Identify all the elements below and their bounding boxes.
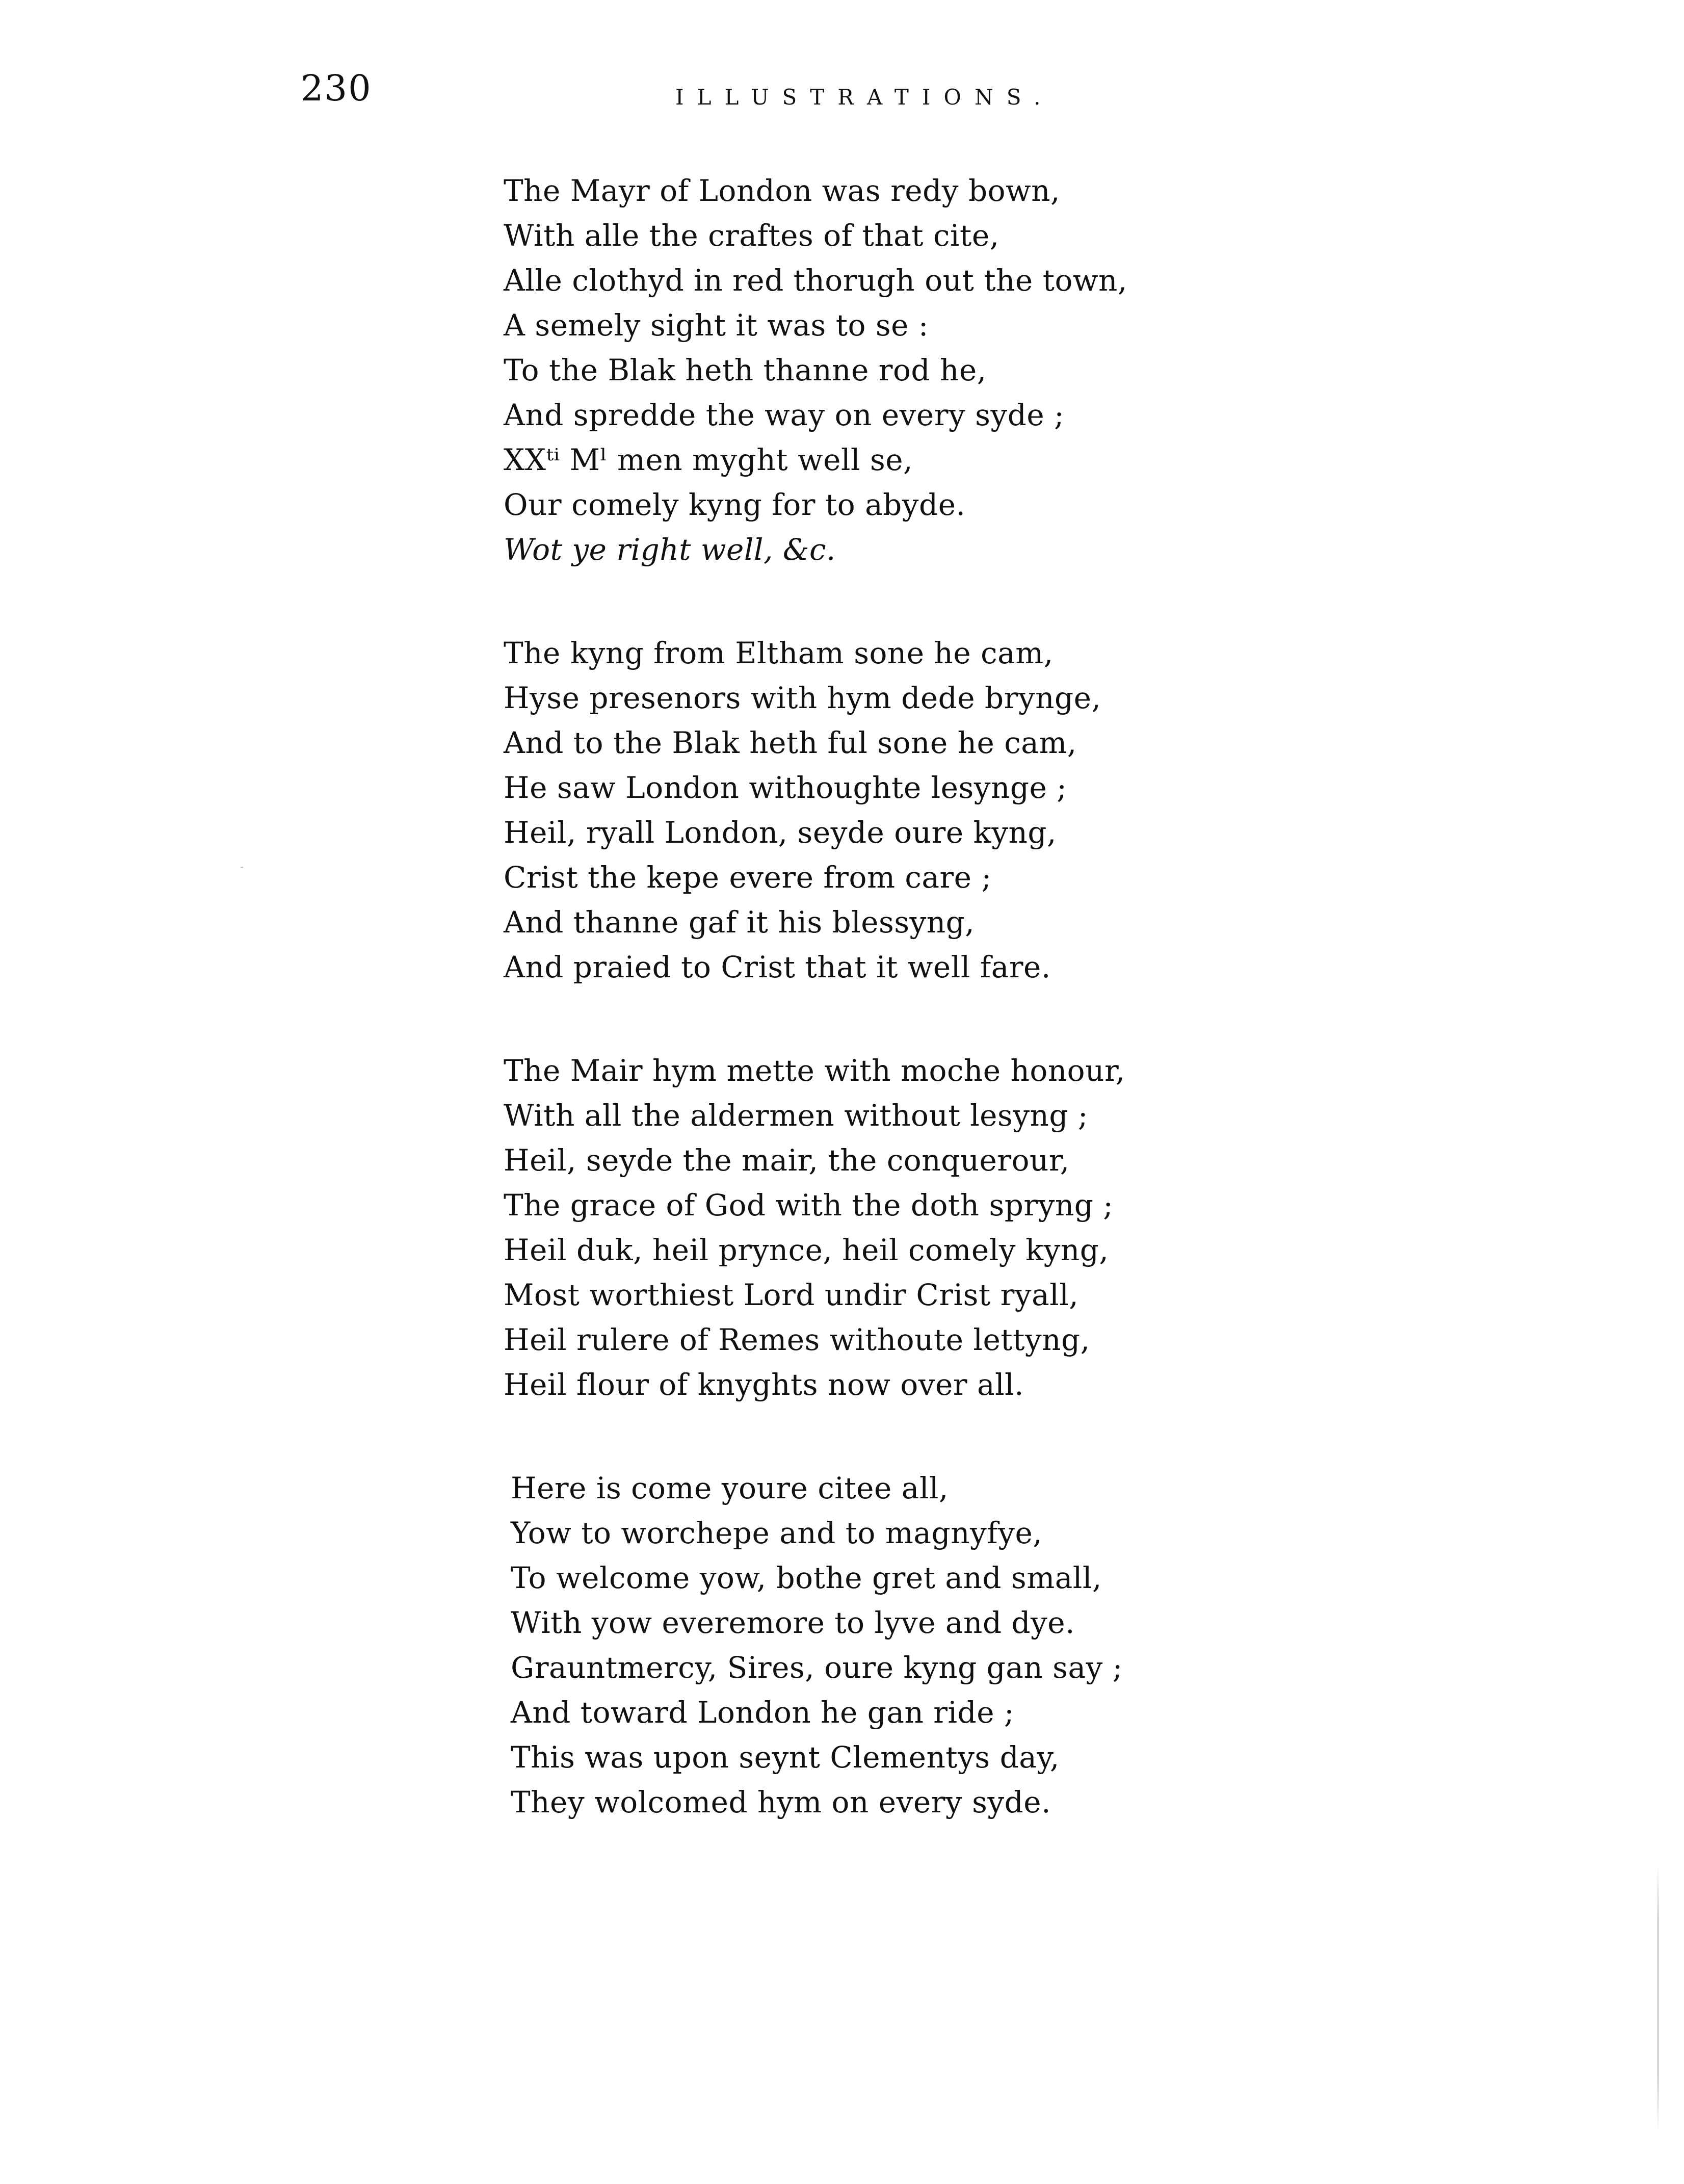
- poem-line: Yow to worchepe and to magnyfye,: [511, 1516, 1043, 1550]
- poem-line: To the Blak heth thanne rod he,: [504, 353, 987, 387]
- poem: [504, 168, 1166, 1883]
- paper-speck: [241, 867, 243, 868]
- poem-line: Heil flour of knyghts now over all.: [504, 1367, 1024, 1402]
- poem-line: He saw London withoughte lesynge ;: [504, 770, 1067, 805]
- poem-line: The Mair hym mette with moche honour,: [504, 1053, 1125, 1088]
- poem-line: The grace of God with the doth spryng ;: [504, 1188, 1114, 1223]
- stanza-2: [504, 631, 1166, 990]
- poem-line: Heil, seyde the mair, the conquerour,: [504, 1143, 1070, 1178]
- poem-line: And spredde the way on every syde ;: [504, 398, 1065, 432]
- poem-line: With alle the craftes of that cite,: [504, 218, 999, 253]
- page-edge-line: [1657, 1866, 1659, 2131]
- running-head: ILLUSTRATIONS.: [675, 85, 1054, 110]
- refrain-line: Wot ye right well, &c.: [504, 532, 836, 567]
- poem-line: Most worthiest Lord undir Crist ryall,: [504, 1278, 1079, 1312]
- poem-line: The Mayr of London was redy bown,: [504, 173, 1060, 208]
- poem-line: With all the aldermen without lesyng ;: [504, 1098, 1088, 1133]
- poem-line: And toward London he gan ride ;: [511, 1695, 1014, 1730]
- poem-line: And praied to Crist that it well fare.: [504, 950, 1051, 984]
- page-number: 230: [301, 67, 372, 109]
- poem-line: Heil duk, heil prynce, heil comely kyng,: [504, 1233, 1109, 1267]
- poem-line: They wolcomed hym on every syde.: [511, 1785, 1051, 1819]
- poem-line: XXᵗⁱ Mˡ men myght well se,: [504, 443, 913, 477]
- poem-line: Our comely kyng for to abyde.: [504, 487, 966, 522]
- stanza-4: [504, 1466, 1166, 1825]
- poem-line: To welcome yow, bothe gret and small,: [511, 1561, 1102, 1595]
- poem-line: Heil, ryall London, seyde oure kyng,: [504, 815, 1057, 850]
- poem-line: Hyse presenors with hym dede brynge,: [504, 681, 1101, 715]
- poem-line: With yow everemore to lyve and dye.: [511, 1605, 1075, 1640]
- poem-line: The kyng from Eltham sone he cam,: [504, 636, 1054, 670]
- poem-line: Crist the kepe evere from care ;: [504, 860, 992, 895]
- poem-line: A semely sight it was to se :: [504, 308, 929, 343]
- poem-line: And to the Blak heth ful sone he cam,: [504, 725, 1077, 760]
- poem-line: Grauntmercy, Sires, oure kyng gan say ;: [511, 1650, 1123, 1685]
- poem-line: Heil rulere of Remes withoute lettyng,: [504, 1322, 1090, 1357]
- stanza-3: [504, 1048, 1166, 1407]
- stanza-1: [504, 168, 1166, 572]
- poem-line: Here is come youre citee all,: [511, 1471, 949, 1505]
- poem-line: Alle clothyd in red thorugh out the town,: [504, 263, 1127, 298]
- poem-line: And thanne gaf it his blessyng,: [504, 905, 975, 940]
- poem-line: This was upon seynt Clementys day,: [511, 1740, 1060, 1775]
